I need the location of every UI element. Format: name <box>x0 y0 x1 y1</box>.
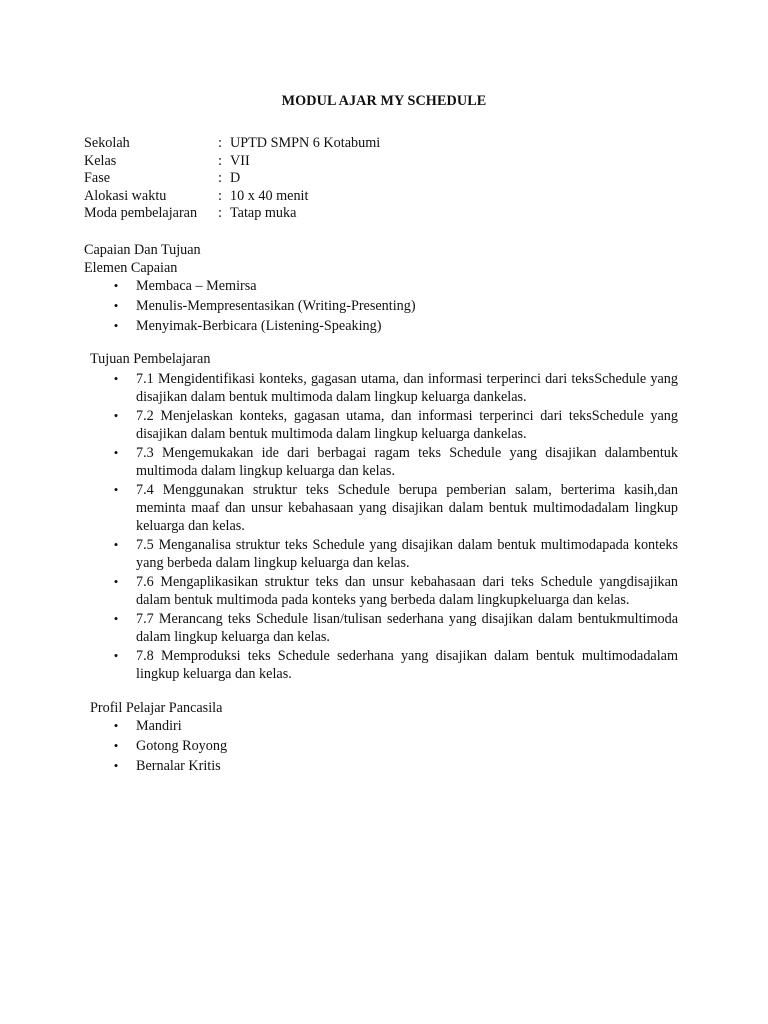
identity-colon: : <box>218 135 222 151</box>
list-item: • Mandiri <box>110 717 227 735</box>
bullet-icon: • <box>113 482 119 497</box>
identity-label: Fase <box>84 170 111 187</box>
identity-table <box>84 135 380 223</box>
list-item: • 7.6 Mengaplikasikan struktur teks dan unsur kebahasaan dari teks Schedule yangdisajikan dalam bentuk multimoda pada konteks yang berbeda dalam lingkupkeluarga dan kelas. <box>110 573 678 609</box>
list-item: • Gotong Royong <box>110 737 227 755</box>
list-item: • 7.2 Menjelaskan konteks, gagasan utama, dan informasi terperinci dari teksSchedule yang disajikan dalam bentuk multimoda dalam lingkup keluarga dankelas. <box>110 407 678 443</box>
list-item: • 7.8 Memproduksi teks Schedule sederhana yang disajikan dalam bentuk multimodadalam lingkup keluarga dan kelas. <box>110 647 678 683</box>
identity-value: VII <box>230 152 250 169</box>
identity-value: Tatap muka <box>230 205 297 222</box>
identity-value: D <box>230 170 241 187</box>
bullet-icon: • <box>113 318 119 333</box>
profil-list <box>110 717 227 775</box>
bullet-icon: • <box>113 758 119 773</box>
document-title: MODUL AJAR MY SCHEDULE <box>281 93 487 109</box>
list-item: • Menulis-Mempresentasikan (Writing-Presenting) <box>110 297 416 315</box>
list-item: • 7.5 Menganalisa struktur teks Schedule yang disajikan dalam bentuk multimodapada konteks yang berbeda dalam lingkup keluarga dan kelas. <box>110 536 678 572</box>
bullet-icon: • <box>113 298 119 313</box>
elemen-list <box>110 277 416 335</box>
list-item: • 7.1 Mengidentifikasi konteks, gagasan utama, dan informasi terperinci dari teksSchedule yang disajikan dalam bentuk multimoda dalam lingkup keluarga dankelas. <box>110 370 678 406</box>
bullet-icon: • <box>113 611 119 627</box>
identity-label: Kelas <box>84 152 117 169</box>
identity-colon: : <box>218 152 222 169</box>
bullet-icon: • <box>113 371 119 386</box>
bullet-icon: • <box>113 278 119 293</box>
identity-row-school <box>84 135 380 153</box>
identity-colon: : <box>218 187 222 204</box>
identity-row-mode <box>84 205 380 223</box>
identity-row-time <box>84 188 380 206</box>
identity-row-phase <box>84 170 380 188</box>
list-item: • Menyimak-Berbicara (Listening-Speaking) <box>110 317 416 335</box>
identity-label: Moda pembelajaran <box>84 205 198 222</box>
list-item: • 7.4 Menggunakan struktur teks Schedule berupa pemberian salam, berterima kasih,dan meminta maaf dan unsur kebahasaan yang disajikan dalam bentuk multimodadalam lingkup keluarga dan kelas. <box>110 481 678 536</box>
bullet-icon: • <box>113 574 119 590</box>
list-item: • Membaca – Memirsa <box>110 277 416 295</box>
list-item: • 7.7 Merancang teks Schedule lisan/tulisan sederhana yang disajikan dalam bentukmultimoda dalam lingkup keluarga dan kelas. <box>110 610 678 646</box>
bullet-icon: • <box>113 445 119 460</box>
identity-colon: : <box>218 170 222 187</box>
capaian-heading: Capaian Dan Tujuan <box>84 242 201 258</box>
bullet-icon: • <box>113 738 119 753</box>
identity-colon: : <box>218 205 222 222</box>
bullet-icon: • <box>113 718 119 733</box>
bullet-icon: • <box>113 648 119 664</box>
tujuan-heading: Tujuan Pembelajaran <box>90 351 211 367</box>
identity-value: 10 x 40 menit <box>230 187 309 204</box>
tujuan-list <box>110 370 678 684</box>
identity-label: Alokasi waktu <box>84 187 167 204</box>
list-item: • 7.3 Mengemukakan ide dari berbagai ragam teks Schedule yang disajikan dalambentuk multimoda dalam lingkup keluarga dan kelas. <box>110 444 678 480</box>
elemen-heading: Elemen Capaian <box>84 260 178 276</box>
identity-row-class <box>84 153 380 171</box>
list-item: • Bernalar Kritis <box>110 757 227 775</box>
bullet-icon: • <box>113 408 119 423</box>
identity-label: Sekolah <box>84 135 130 151</box>
identity-value: UPTD SMPN 6 Kotabumi <box>230 135 381 151</box>
bullet-icon: • <box>113 537 119 553</box>
profil-heading: Profil Pelajar Pancasila <box>90 700 223 716</box>
